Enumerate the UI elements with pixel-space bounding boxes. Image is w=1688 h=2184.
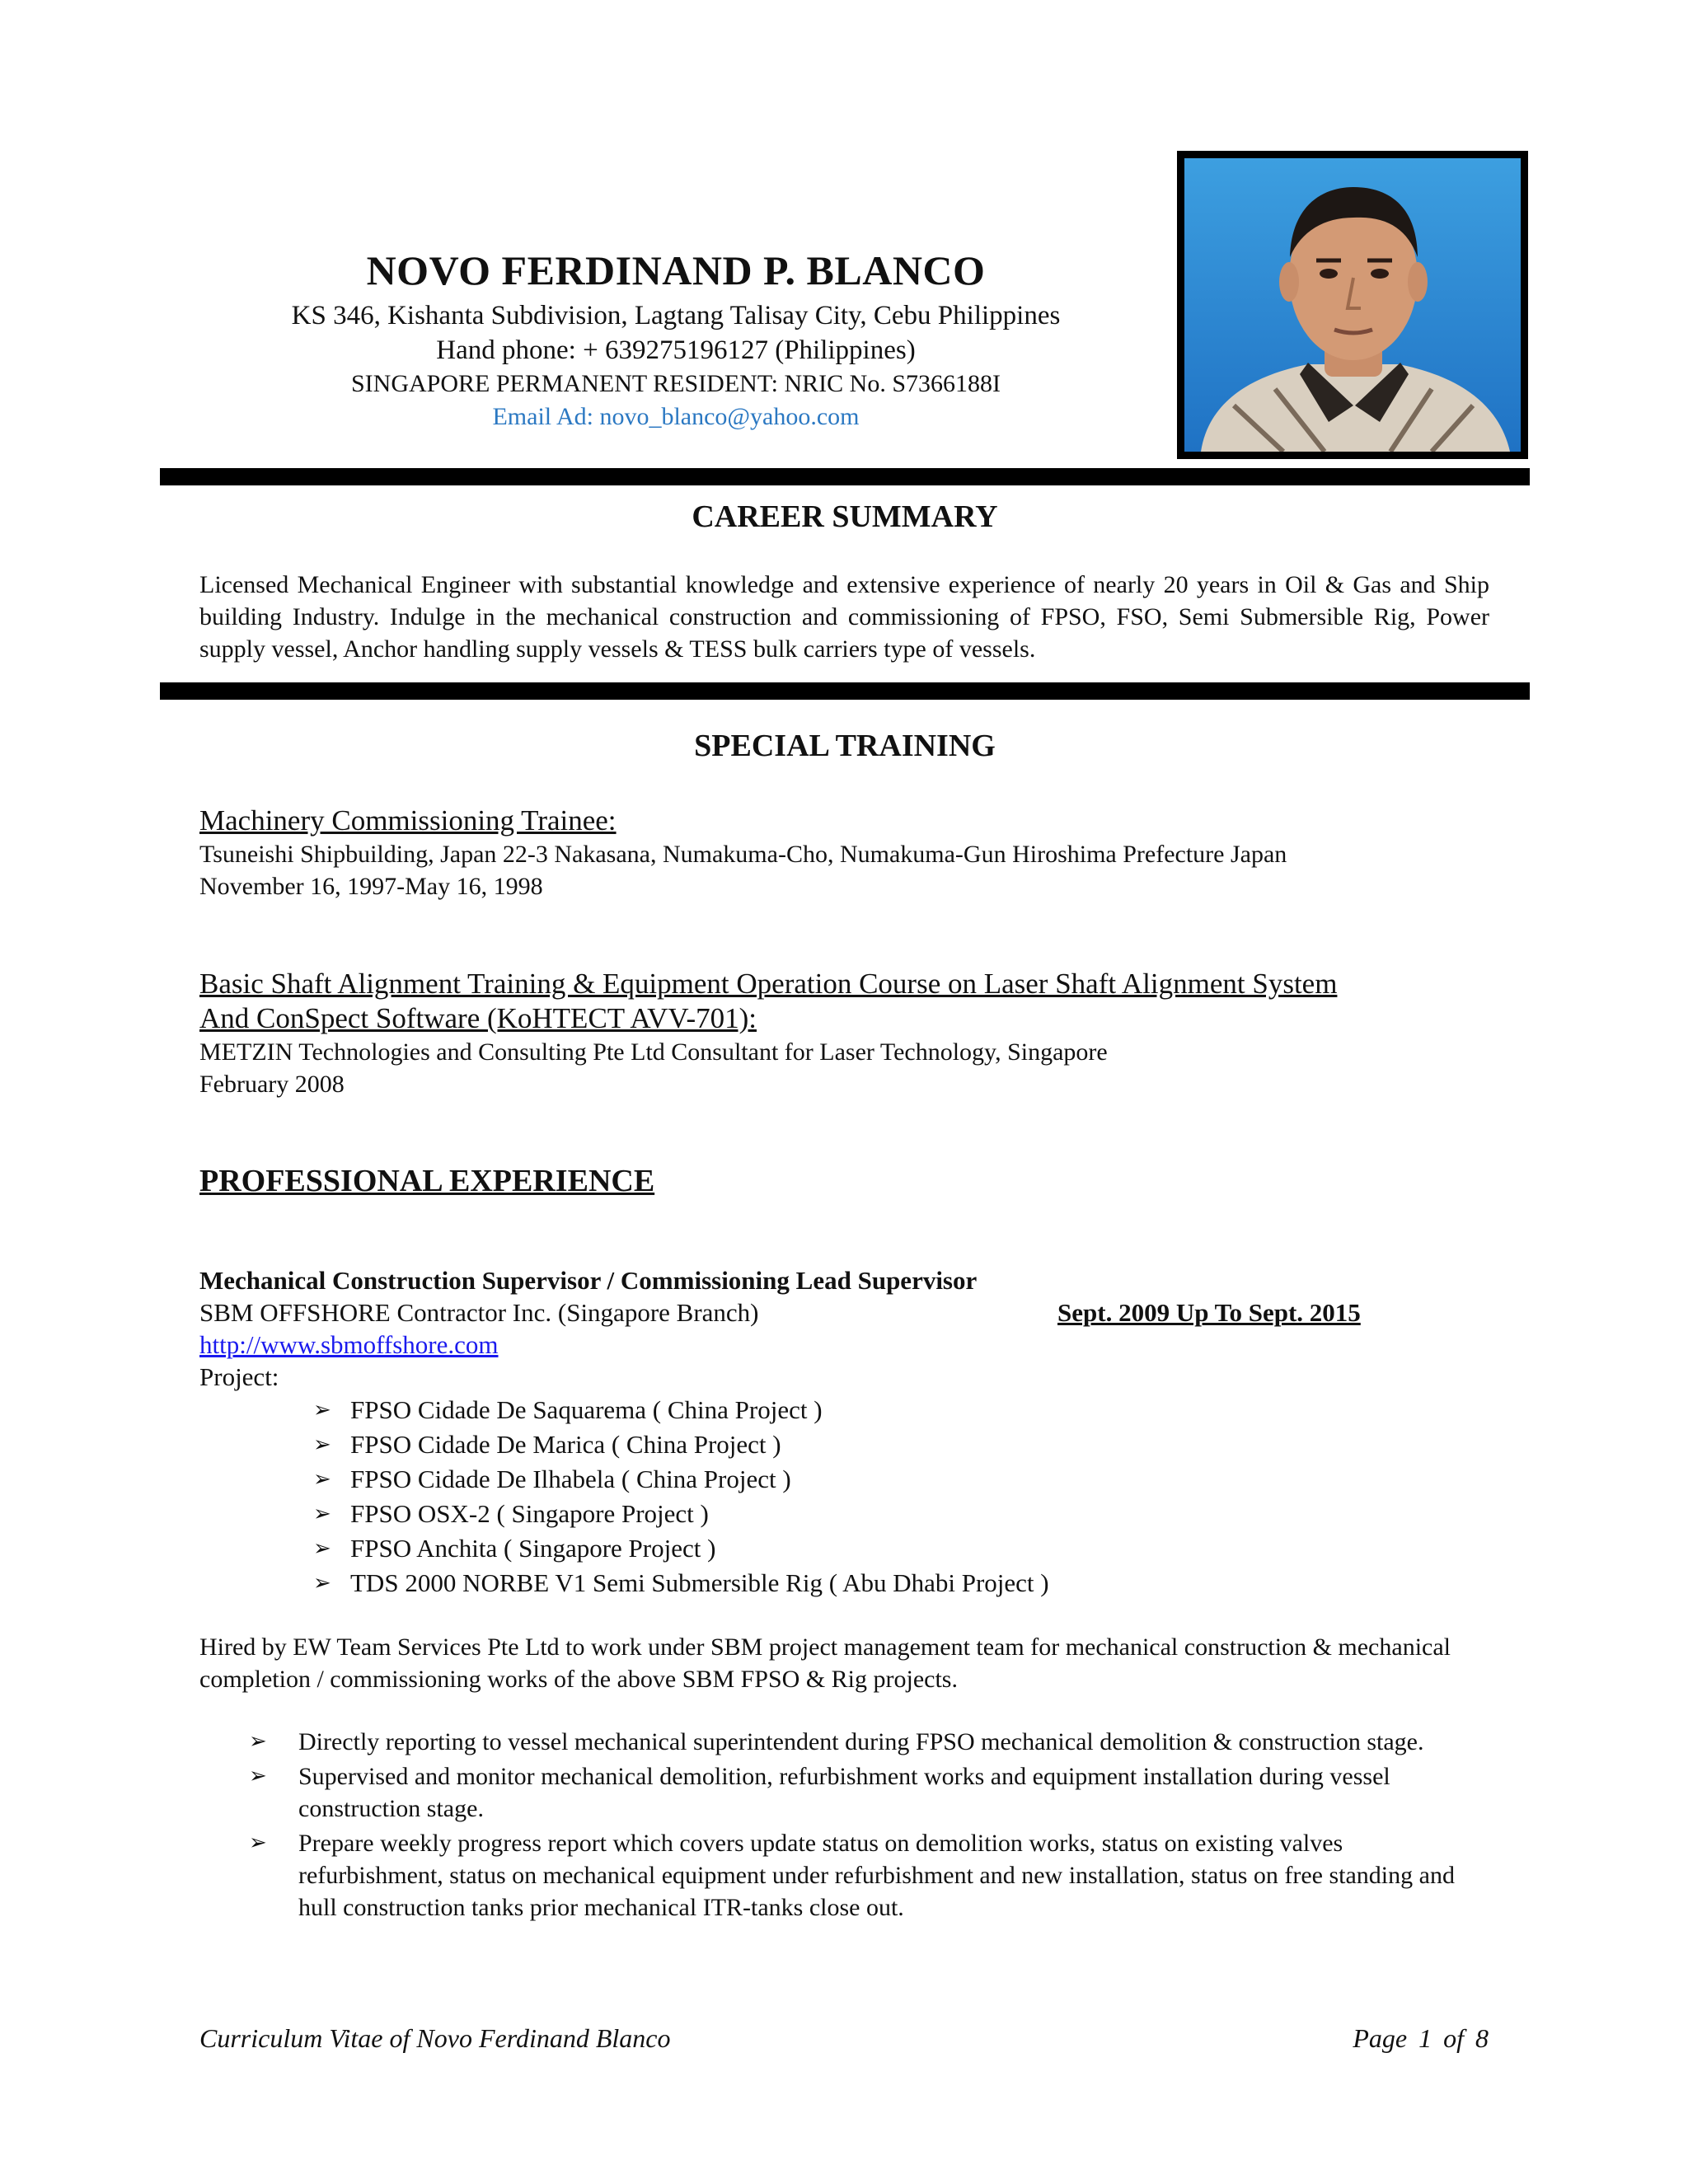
section-divider [160,468,1530,485]
phone: Hand phone: + 639275196127 (Philippines) [436,335,916,365]
job-description: Hired by EW Team Services Pte Ltd to work under SBM project management team for mechanical construction & mechanical completion / commissioning works of the above SBM FPSO & Rig projects. [199,1633,1451,1693]
section-divider [160,682,1530,700]
professional-experience-title: PROFESSIONAL EXPERIENCE [199,1164,655,1198]
list-item: ➢ Directly reporting to vessel mechanical superintendent during FPSO mechanical demolition & construction stage. [247,1726,1492,1758]
special-training-title: SPECIAL TRAINING [694,729,996,763]
email[interactable]: Email Ad: novo_blanco@yahoo.com [492,403,860,430]
job-title: Mechanical Construction Supervisor / Commissioning Lead Supervisor [199,1266,978,1295]
list-item: ➢ Prepare weekly progress report which covers update status on demolition works, status on existing valves refurbishment, status on mechanical equipment under refurbishment and new installation, status on free standing and hull construction tanks prior mechanical ITR-tanks close out. [247,1827,1492,1924]
employment-dates: Sept. 2009 Up To Sept. 2015 [1057,1298,1361,1327]
training-institution: Tsuneishi Shipbuilding, Japan 22-3 Nakasana, Numakuma-Cho, Numakuma-Gun Hiroshima Prefecture Japan [199,841,1287,868]
training-heading: And ConSpect Software (KoHTECT AVV-701): [199,1002,757,1034]
arrow-bullet-icon: ➢ [313,1571,331,1596]
page-number: Page 1 of 8 [1353,2023,1489,2053]
list-item: ➢ FPSO Cidade De Saquarema ( China Project ) [313,1393,1302,1427]
arrow-bullet-icon: ➢ [313,1398,331,1422]
profile-photo [1177,151,1528,459]
project-label: Project: [199,1362,279,1391]
career-summary-title: CAREER SUMMARY [692,499,998,534]
training-heading: Machinery Commissioning Trainee: [199,804,617,837]
applicant-name: NOVO FERDINAND P. BLANCO [366,247,986,293]
company-name: SBM OFFSHORE Contractor Inc. (Singapore Branch) [199,1298,759,1327]
arrow-bullet-icon: ➢ [249,1764,267,1788]
list-item: ➢ TDS 2000 NORBE V1 Semi Submersible Rig ( Abu Dhabi Project ) [313,1566,1302,1601]
training-date: February 2008 [199,1071,345,1098]
training-institution: METZIN Technologies and Consulting Pte Ltd Consultant for Laser Technology, Singapore [199,1038,1108,1066]
arrow-bullet-icon: ➢ [249,1729,267,1754]
arrow-bullet-icon: ➢ [313,1432,331,1457]
duties-list [247,1726,1492,1926]
arrow-bullet-icon: ➢ [249,1830,267,1855]
arrow-bullet-icon: ➢ [313,1536,331,1561]
project-list [313,1393,1302,1601]
training-date: November 16, 1997-May 16, 1998 [199,873,543,900]
career-summary-text: Licensed Mechanical Engineer with substantial knowledge and extensive experience of nearly 20 years in Oil & Gas and Ship building Industry. Indulge in the mechanical construction and commissioning of FPSO, FSO, Semi Submersible Rig, Power supply vessel, Anchor handling supply vessels & TESS bulk carriers type of vessels. [199,571,1489,663]
address: KS 346, Kishanta Subdivision, Lagtang Talisay City, Cebu Philippines [291,301,1061,330]
footer-cv-title: Curriculum Vitae of Novo Ferdinand Blanco [199,2023,671,2053]
residency-status: SINGAPORE PERMANENT RESIDENT: NRIC No. S7366188I [351,370,1001,397]
company-website-link[interactable]: http://www.sbmoffshore.com [199,1330,499,1359]
list-item: ➢ Supervised and monitor mechanical demolition, refurbishment works and equipment installation during vessel construction stage. [247,1760,1492,1825]
list-item: ➢ FPSO OSX-2 ( Singapore Project ) [313,1497,1302,1531]
training-heading: Basic Shaft Alignment Training & Equipment Operation Course on Laser Shaft Alignment System [199,968,1338,1000]
arrow-bullet-icon: ➢ [313,1467,331,1492]
list-item: ➢ FPSO Cidade De Ilhabela ( China Project ) [313,1462,1302,1497]
list-item: ➢ FPSO Anchita ( Singapore Project ) [313,1531,1302,1566]
arrow-bullet-icon: ➢ [313,1502,331,1526]
list-item: ➢ FPSO Cidade De Marica ( China Project ) [313,1427,1302,1462]
